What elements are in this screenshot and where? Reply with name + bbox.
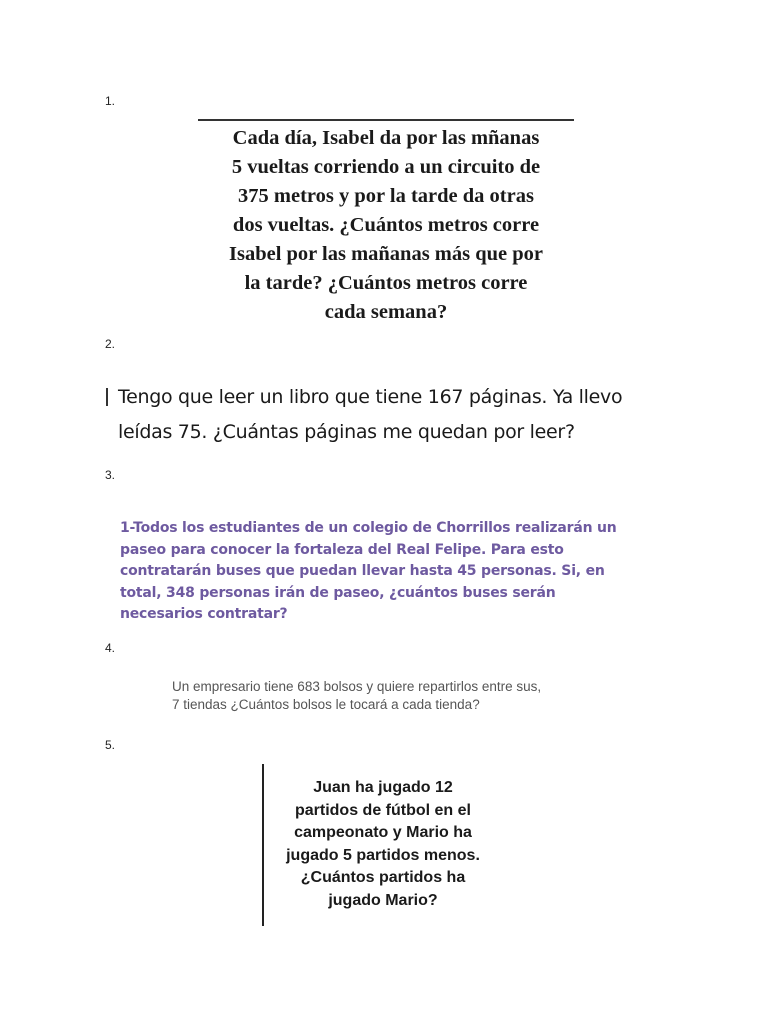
problem-5-line: jugado 5 partidos menos.	[286, 846, 480, 864]
problem-5-line: jugado Mario?	[328, 891, 438, 909]
problem-3-line: contratarán buses que puedan llevar hasta 45 personas. Si, en	[120, 563, 605, 579]
problem-2-text	[118, 380, 678, 450]
problem-1-line: Isabel por las mañanas más que por	[228, 243, 544, 265]
problem-1-line: la tarde? ¿Cuántos metros corre	[244, 272, 528, 294]
problem-2-line: leídas 75. ¿Cuántas páginas me quedan por leer?	[118, 421, 575, 443]
problem-1-top-rule	[198, 119, 574, 121]
problem-5-line: Juan ha jugado 12	[313, 779, 453, 796]
problem-5-left-rule	[262, 764, 264, 926]
problem-3-number: 3.	[105, 468, 116, 482]
problem-2-crop-mark	[106, 388, 108, 406]
problem-1-line: cada semana?	[324, 301, 448, 323]
problem-1-line: 375 metros y por la tarde da otras	[238, 185, 534, 207]
problem-2-number: 2.	[105, 337, 116, 351]
problem-4-text	[172, 678, 632, 714]
problem-1-line: Cada día, Isabel da por las mñanas	[232, 127, 540, 149]
problem-3-line: 1-Todos los estudiantes de un colegio de Chorrillos realizarán un	[120, 520, 617, 536]
problem-4-line: Un empresario tiene 683 bolsos y quiere repartirlos entre sus,	[172, 679, 542, 694]
problem-5-line: ¿Cuántos partidos ha	[300, 869, 466, 886]
problem-3-line: paseo para conocer la fortaleza del Real Felipe. Para esto	[120, 541, 564, 558]
problem-5-number: 5.	[105, 738, 116, 752]
problem-5-line: campeonato y Mario ha	[294, 824, 472, 841]
problem-5-text	[266, 777, 500, 912]
problem-5-line: partidos de fútbol en el	[294, 801, 471, 819]
problem-1-line: dos vueltas. ¿Cuántos metros corre	[232, 214, 540, 236]
problem-3-text	[120, 518, 700, 626]
problem-4-line: 7 tiendas ¿Cuántos bolsos le tocará a cada tienda?	[172, 697, 480, 712]
problem-1-text	[200, 124, 572, 327]
problem-1-number: 1.	[105, 94, 116, 108]
problem-3-line: necesarios contratar?	[120, 606, 288, 622]
problem-2-line: Tengo que leer un libro que tiene 167 páginas. Ya llevo	[118, 386, 623, 408]
problem-4-number: 4.	[105, 641, 116, 655]
problem-1-line: 5 vueltas corriendo a un circuito de	[231, 156, 541, 178]
problem-3-line: total, 348 personas irán de paseo, ¿cuántos buses serán	[120, 584, 556, 601]
